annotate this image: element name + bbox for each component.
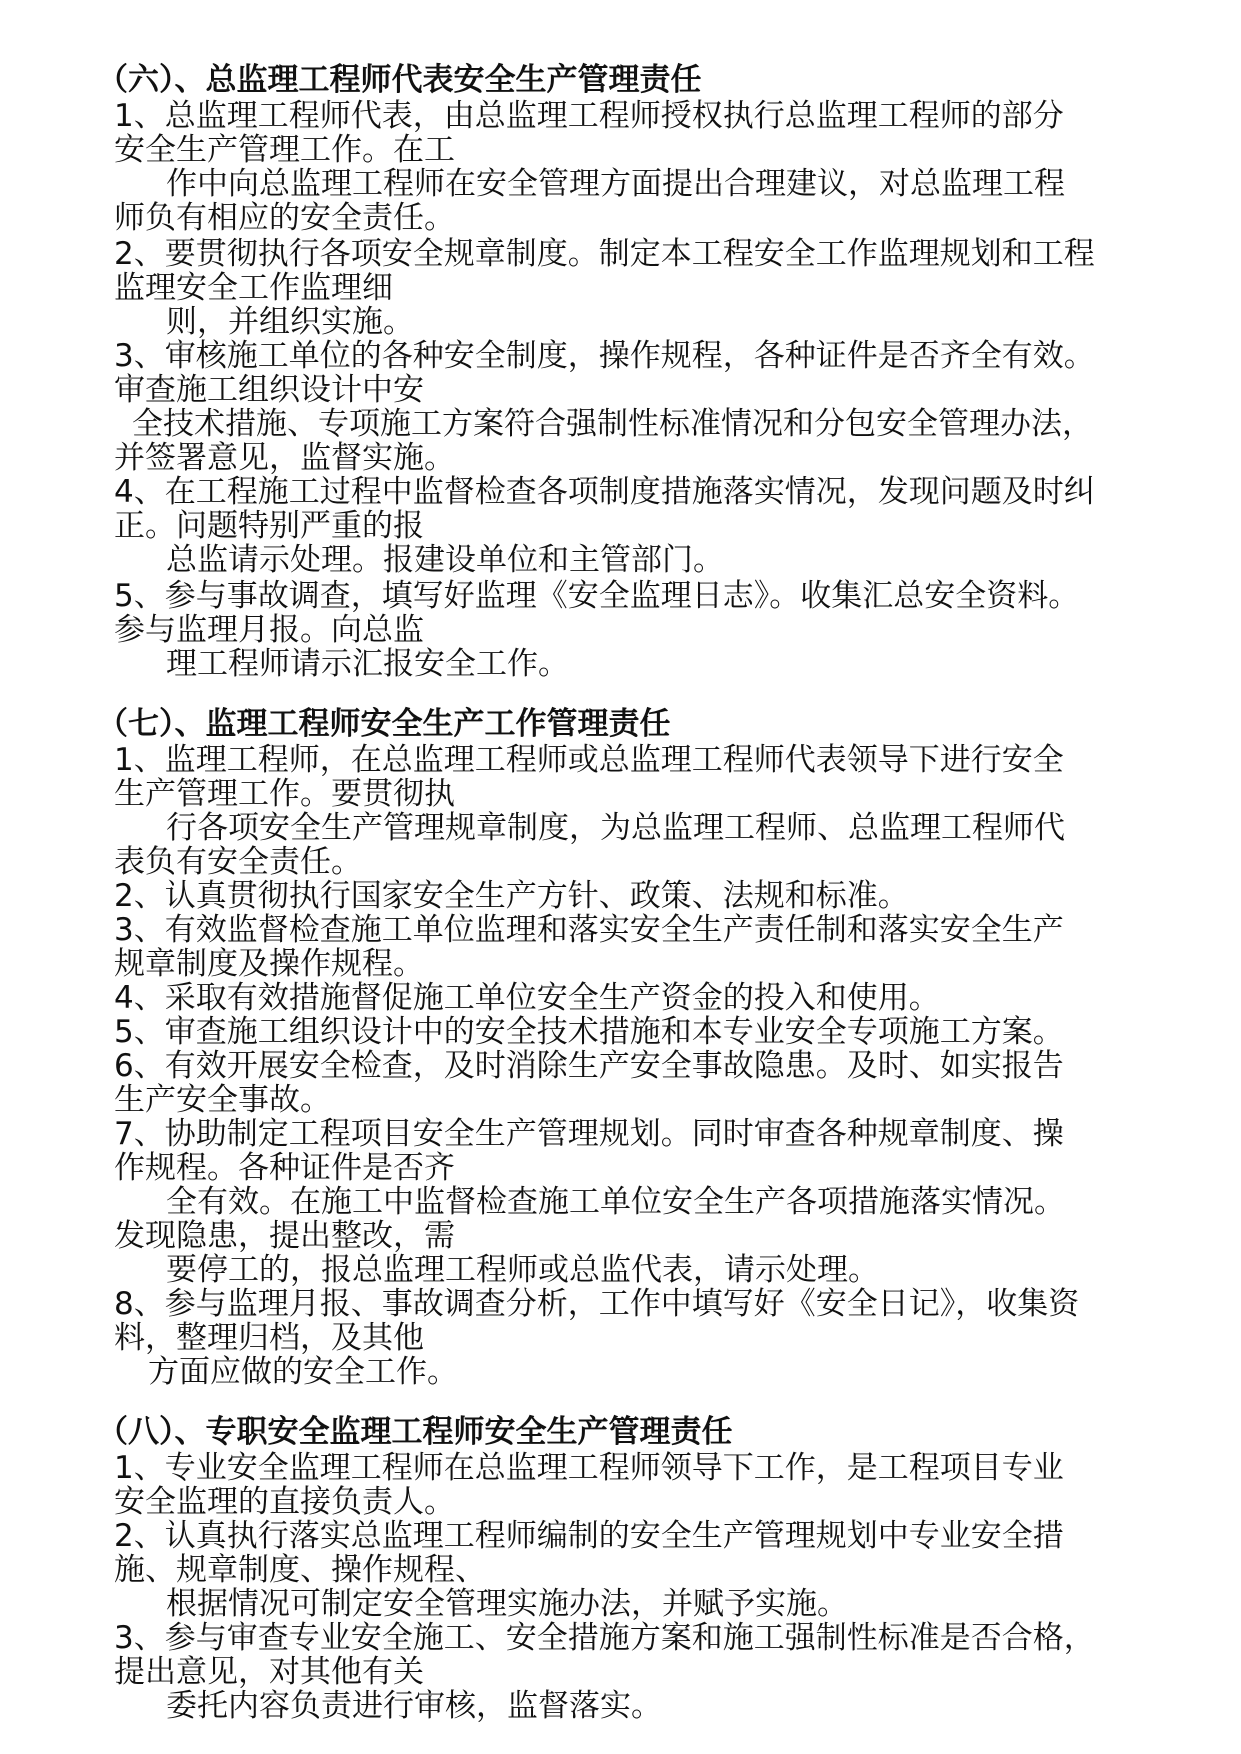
paragraph-line: 并签署意见，监督实施。 — [114, 440, 455, 476]
section-heading-7: （七）、监理工程师安全生产工作管理责任 — [97, 706, 671, 742]
paragraph-line: 根据情况可制定安全管理实施办法，并赋予实施。 — [166, 1586, 848, 1622]
paragraph-line: 2、认真执行落实总监理工程师编制的安全生产管理规划中专业安全措 — [114, 1518, 1064, 1554]
paragraph-line: 1、总监理工程师代表，由总监理工程师授权执行总监理工程师的部分 — [114, 98, 1064, 134]
paragraph-line: 5、审查施工组织设计中的安全技术措施和本专业安全专项施工方案。 — [114, 1014, 1064, 1050]
paragraph-line: 则，并组织实施。 — [166, 304, 414, 340]
paragraph-line: 表负有安全责任。 — [114, 844, 362, 880]
paragraph-line: 作中向总监理工程师在安全管理方面提出合理建议，对总监理工程 — [166, 166, 1065, 202]
paragraph-line: 4、在工程施工过程中监督检查各项制度措施落实情况，发现问题及时纠 — [114, 474, 1095, 510]
paragraph-line: 安全监理的直接负责人。 — [114, 1484, 455, 1520]
paragraph-line: 规章制度及操作规程。 — [114, 946, 424, 982]
paragraph-line: 生产安全事故。 — [114, 1082, 331, 1118]
paragraph-line: 全技术措施、专项施工方案符合强制性标准情况和分包安全管理办法， — [132, 406, 1093, 442]
paragraph-line: 6、有效开展安全检查，及时消除生产安全事故隐患。及时、如实报告 — [114, 1048, 1064, 1084]
paragraph-line: 2、认真贯彻执行国家安全生产方针、政策、法规和标准。 — [114, 878, 909, 914]
paragraph-line: 师负有相应的安全责任。 — [114, 200, 455, 236]
paragraph-line: 3、审核施工单位的各种安全制度，操作规程，各种证件是否齐全有效。 — [114, 338, 1095, 374]
section-heading-8: （八）、专职安全监理工程师安全生产管理责任 — [97, 1414, 733, 1450]
paragraph-line: 委托内容负责进行审核，监督落实。 — [166, 1688, 662, 1724]
paragraph-line: 全有效。在施工中监督检查施工单位安全生产各项措施落实情况。 — [166, 1184, 1065, 1220]
paragraph-line: 提出意见，对其他有关 — [114, 1654, 424, 1690]
paragraph-line: 4、采取有效措施督促施工单位安全生产资金的投入和使用。 — [114, 980, 940, 1016]
paragraph-line: 2、要贯彻执行各项安全规章制度。制定本工程安全工作监理规划和工程 — [114, 236, 1095, 272]
section-heading-6: （六）、总监理工程师代表安全生产管理责任 — [97, 62, 702, 98]
paragraph-line: 生产管理工作。要贯彻执 — [114, 776, 455, 812]
paragraph-line: 要停工的，报总监理工程师或总监代表，请示处理。 — [166, 1252, 879, 1288]
paragraph-line: 参与监理月报。向总监 — [114, 612, 424, 648]
paragraph-line: 料，整理归档，及其他 — [114, 1320, 424, 1356]
paragraph-line: 7、协助制定工程项目安全生产管理规划。同时审查各种规章制度、操 — [114, 1116, 1064, 1152]
paragraph-line: 总监请示处理。报建设单位和主管部门。 — [166, 542, 724, 578]
paragraph-line: 监理安全工作监理细 — [114, 270, 393, 306]
paragraph-line: 审查施工组织设计中安 — [114, 372, 424, 408]
paragraph-line: 施、规章制度、操作规程、 — [114, 1552, 486, 1588]
paragraph-line: 发现隐患，提出整改，需 — [114, 1218, 455, 1254]
paragraph-line: 理工程师请示汇报安全工作。 — [166, 646, 569, 682]
paragraph-line: 5、参与事故调查，填写好监理《安全监理日志》。收集汇总安全资料。 — [114, 578, 1080, 614]
paragraph-line: 3、参与审查专业安全施工、安全措施方案和施工强制性标准是否合格， — [114, 1620, 1095, 1656]
paragraph-line: 作规程。各种证件是否齐 — [114, 1150, 455, 1186]
paragraph-line: 8、参与监理月报、事故调查分析，工作中填写好《安全日记》，收集资 — [114, 1286, 1080, 1322]
paragraph-line: 行各项安全生产管理规章制度，为总监理工程师、总监理工程师代 — [166, 810, 1065, 846]
paragraph-line: 正。问题特别严重的报 — [114, 508, 424, 544]
paragraph-line: 安全生产管理工作。在工 — [114, 132, 455, 168]
paragraph-line: 1、专业安全监理工程师在总监理工程师领导下工作，是工程项目专业 — [114, 1450, 1064, 1486]
paragraph-line: 1、监理工程师，在总监理工程师或总监理工程师代表领导下进行安全 — [114, 742, 1064, 778]
paragraph-line: 3、有效监督检查施工单位监理和落实安全生产责任制和落实安全生产 — [114, 912, 1064, 948]
paragraph-line: 方面应做的安全工作。 — [148, 1354, 458, 1390]
